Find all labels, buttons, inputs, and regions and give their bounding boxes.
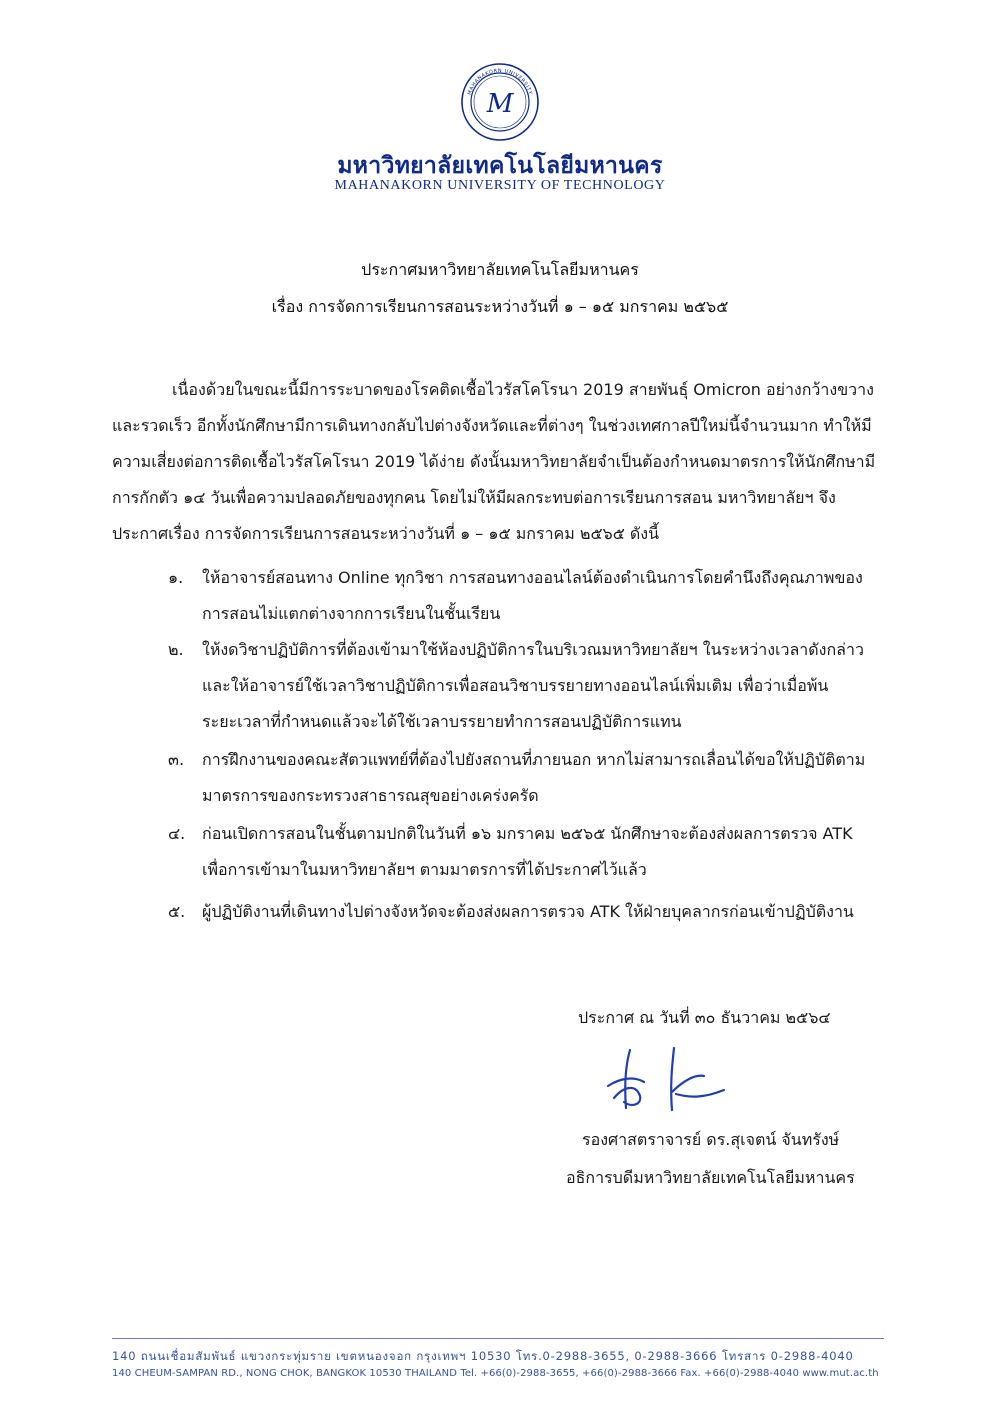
item-line: และให้อาจารย์ใช้เวลาวิชาปฏิบัติการเพื่อสอนวิชาบรรยายทางออนไลน์เพิ่มเติม เพื่อว่าเมื่อพ้น xyxy=(202,676,829,695)
announcement-body xyxy=(112,372,882,552)
item-number: ๑. xyxy=(168,568,184,587)
item-number: ๒. xyxy=(168,640,184,659)
signer-name: รองศาสตราจารย์ ดร.สุเจตน์ จันทรังษ์ xyxy=(582,1130,840,1149)
item-line: ให้งดวิชาปฏิบัติการที่ต้องเข้ามาใช้ห้องปฏิบัติการในบริเวณมหาวิทยาลัยฯ ในระหว่างเวลาดังกล่าว xyxy=(202,640,864,659)
list-item xyxy=(168,816,882,888)
seal-text: MAHANAKORN UNIVERSITY xyxy=(466,67,534,96)
list-item xyxy=(168,632,882,740)
item-line: ให้อาจารย์สอนทาง Online ทุกวิชา การสอนทางออนไลน์ต้องดำเนินการโดยคำนึงถึงคุณภาพของ xyxy=(202,568,863,587)
item-number: ๕. xyxy=(168,902,186,921)
announcement-subject: เรื่อง การจัดการเรียนการสอนระหว่างวันที่ ๑ – ๑๕ มกราคม ๒๕๖๕ xyxy=(271,297,729,316)
university-name-thai: มหาวิทยาลัยเทคโนโลยีมหานคร xyxy=(337,153,663,179)
university-name-english: MAHANAKORN UNIVERSITY OF TECHNOLOGY xyxy=(334,178,666,193)
list-item xyxy=(168,894,882,930)
item-line: มาตรการของกระทรวงสาธารณสุขอย่างเคร่งครัด xyxy=(202,786,539,805)
footer-divider xyxy=(112,1338,884,1339)
item-number: ๓. xyxy=(168,750,185,769)
list-item xyxy=(168,742,882,814)
item-line: ก่อนเปิดการสอนในชั้นตามปกติในวันที่ ๑๖ มกราคม ๒๕๖๕ นักศึกษาจะต้องส่งผลการตรวจ ATK xyxy=(202,824,853,843)
announcement-date: ประกาศ ณ วันที่ ๓๐ ธันวาคม ๒๕๖๔ xyxy=(578,1008,831,1027)
list-item xyxy=(168,560,882,632)
body-line: ความเสี่ยงต่อการติดเชื้อไวรัสโคโรนา 2019 ได้ง่าย ดังนั้นมหาวิทยาลัยจำเป็นต้องกำหนดมาตรการให้นักศึกษามี xyxy=(112,452,876,471)
seal-monogram: M xyxy=(486,89,514,119)
announcement-title: ประกาศมหาวิทยาลัยเทคโนโลยีมหานคร xyxy=(361,260,639,279)
footer-address-thai: 140 ถนนเชื่อมสัมพันธ์ แขวงกระทุ่มราย เขตหนองจอก กรุงเทพฯ 10530 โทร.0-2988-3655, 0-2988-3666 โทรสาร 0-2988-4040 xyxy=(112,1349,854,1363)
body-line: เนื่องด้วยในขณะนี้มีการระบาดของโรคติดเชื้อไวรัสโคโรนา 2019 สายพันธุ์ Omicron อย่างกว้างขวาง xyxy=(172,380,874,399)
item-line: ระยะเวลาที่กำหนดแล้วจะได้ใช้เวลาบรรยายทำการสอนปฏิบัติการแทน xyxy=(202,712,682,731)
item-number: ๔. xyxy=(168,824,186,843)
body-line: ประกาศเรื่อง การจัดการเรียนการสอนระหว่างวันที่ ๑ – ๑๕ มกราคม ๒๕๖๕ ดังนี้ xyxy=(112,524,660,543)
footer-address-english: 140 CHEUM-SAMPAN RD., NONG CHOK, BANGKOK 10530 THAILAND Tel. +66(0)-2988-3655, +66(0)-2988-3666 Fax. +66(0)-2988-4040 www.mut.ac.th xyxy=(112,1368,879,1379)
handwritten-signature xyxy=(600,1042,730,1117)
signer-position: อธิการบดีมหาวิทยาลัยเทคโนโลยีมหานคร xyxy=(566,1168,855,1187)
item-line: การสอนไม่แตกต่างจากการเรียนในชั้นเรียน xyxy=(202,604,501,623)
body-line: การกักตัว ๑๔ วันเพื่อความปลอดภัยของทุกคน โดยไม่ให้มีผลกระทบต่อการเรียนการสอน มหาวิทยาลัยฯ จึง xyxy=(112,488,836,507)
university-seal-logo xyxy=(460,62,540,142)
item-line: การฝึกงานของคณะสัตวแพทย์ที่ต้องไปยังสถานที่ภายนอก หากไม่สามารถเลื่อนได้ขอให้ปฏิบัติตาม xyxy=(202,750,866,769)
item-line: เพื่อการเข้ามาในมหาวิทยาลัยฯ ตามมาตรการที่ได้ประกาศไว้แล้ว xyxy=(202,860,647,879)
item-line: ผู้ปฏิบัติงานที่เดินทางไปต่างจังหวัดจะต้องส่งผลการตรวจ ATK ให้ฝ่ายบุคลากรก่อนเข้าปฏิบัติงาน xyxy=(202,902,854,921)
body-line: และรวดเร็ว อีกทั้งนักศึกษามีการเดินทางกลับไปต่างจังหวัดและที่ต่างๆ ในช่วงเทศกาลปีใหม่นี้จำนวนมาก ทำให้มี xyxy=(112,416,872,435)
